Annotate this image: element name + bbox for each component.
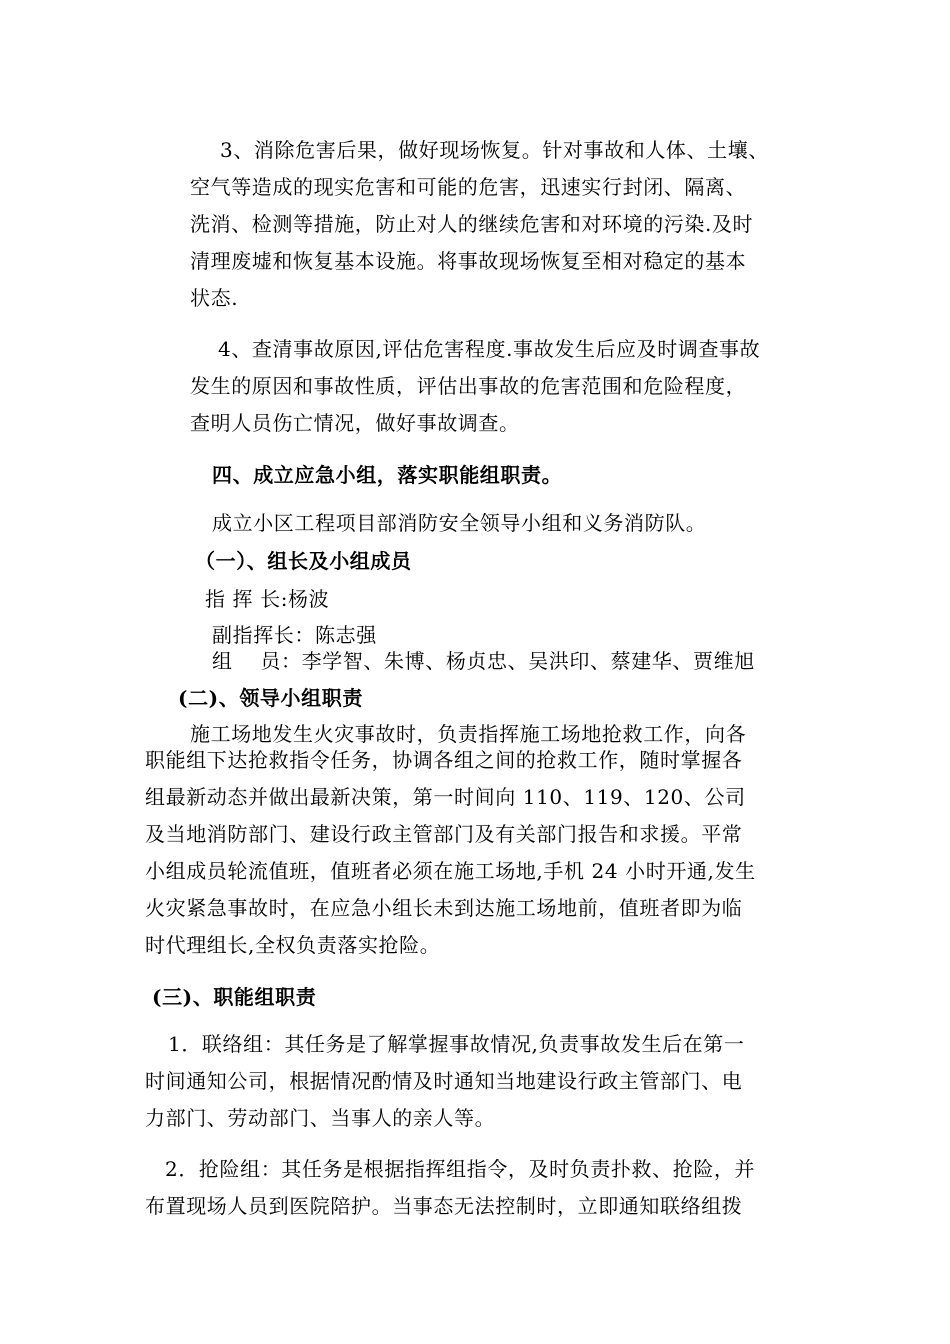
section-4-line-3: 查明人员伤亡情况，做好事故调查。 (190, 411, 520, 435)
section-3-line-3: 洗消、检测等措施，防止对人的继续危害和对环境的污染.及时 (190, 212, 754, 236)
subheading-3: (三)、职能组职责 (152, 985, 317, 1009)
duties-line-4: 及当地消防部门、建设行政主管部门及有关部门报告和求援。平常 (145, 822, 743, 846)
subheading-2: (二)、领导小组职责 (178, 686, 363, 710)
subheading-1: （一）、组长及小组成员 (195, 549, 412, 573)
duties-line-7: 时代理组长,全权负责落实抢险。 (145, 933, 441, 957)
rescue-line-1: 2．抢险组：其任务是根据指挥组指令，及时负责扑救、抢险，并 (165, 1157, 756, 1181)
duties-line-3: 组最新动态并做出最新决策，第一时间向 110、119、120、公司 (145, 785, 746, 809)
heading-four: 四、成立应急小组，落实职能组职责。 (212, 463, 563, 487)
section-4-line-1: 4、查清事故原因,评估危害程度.事故发生后应及时调查事故 (218, 337, 761, 361)
rescue-line-2: 布置现场人员到医院陪护。当事态无法控制时，立即通知联络组拨 (145, 1194, 743, 1218)
section-3-line-5: 状态. (190, 286, 239, 310)
section-4-line-2: 发生的原因和事故性质，评估出事故的危害范围和危险程度， (190, 374, 747, 398)
members-line: 组 员：李学智、朱博、杨贞忠、吴洪印、蔡建华、贾维旭 (212, 649, 755, 673)
commander-line: 指 挥 长:杨波 (205, 587, 330, 611)
section-3-line-2: 空气等造成的现实危害和可能的危害，迅速实行封闭、隔离、 (190, 175, 747, 199)
intro-text: 成立小区工程项目部消防安全领导小组和义务消防队。 (212, 511, 707, 535)
duties-line-6: 火灾紧急事故时，在应急小组长未到达施工场地前，值班者即为临 (145, 896, 743, 920)
duties-line-5: 小组成员轮流值班，值班者必须在施工场地,手机 24 小时开通,发生 (145, 859, 756, 883)
section-3-line-1: 3、消除危害后果，做好现场恢复。针对事故和人体、土壤、 (220, 138, 769, 162)
liaison-line-2: 时间通知公司，根据情况酌情及时通知当地建设行政主管部门、电 (145, 1069, 743, 1093)
section-3-line-4: 清理废墟和恢复基本设施。将事故现场恢复至相对稳定的基本 (190, 249, 747, 273)
vice-commander-line: 副指挥长：陈志强 (212, 623, 377, 647)
liaison-line-1: 1．联络组：其任务是了解掌握事故情况,负责事故发生后在第一 (168, 1032, 745, 1056)
liaison-line-3: 力部门、劳动部门、当事人的亲人等。 (145, 1106, 496, 1130)
duties-line-2: 职能组下达抢救指令任务，协调各组之间的抢救工作，随时掌握各 (145, 748, 743, 772)
duties-line-1: 施工场地发生火灾事故时，负责指挥施工场地抢救工作，向各 (190, 722, 747, 746)
